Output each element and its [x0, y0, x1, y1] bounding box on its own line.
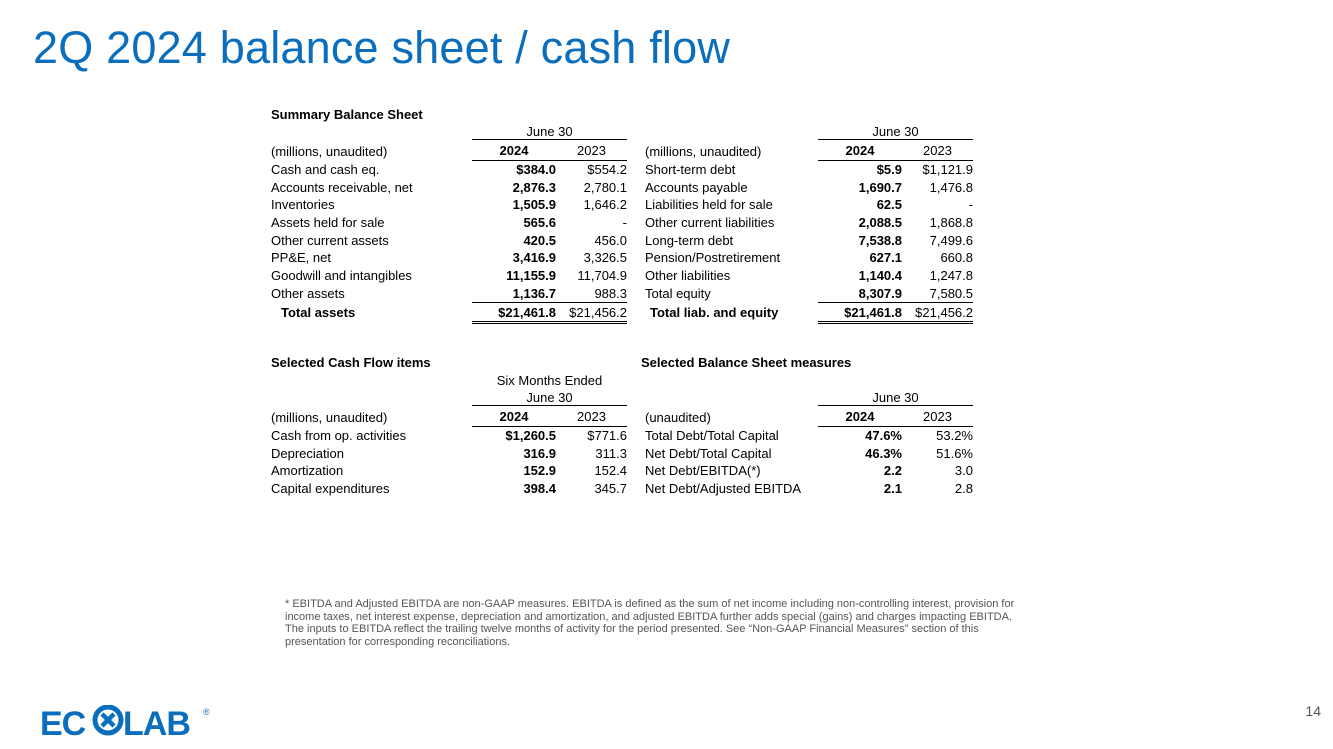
measure-prior: 53.2% — [936, 428, 973, 444]
total-assets-label: Total assets — [281, 305, 356, 321]
measures-title: Selected Balance Sheet measures — [641, 355, 852, 370]
liability-prior: 7,499.6 — [929, 232, 973, 248]
asset-prior: 11,704.9 — [577, 268, 627, 284]
cash-flow-label: Depreciation — [271, 445, 344, 461]
liability-prior: 1,868.8 — [929, 215, 973, 231]
measures-header-label: (unaudited) — [645, 409, 711, 425]
bs-liab-period-header: June 30 — [818, 124, 973, 140]
asset-label: Assets held for sale — [271, 215, 385, 231]
asset-current: 420.5 — [523, 232, 556, 248]
asset-current: 565.6 — [523, 215, 556, 231]
cash-flow-table — [271, 408, 627, 497]
liab-total-row — [645, 303, 973, 323]
measures-table — [645, 408, 973, 497]
asset-label: Other assets — [271, 286, 345, 302]
asset-current: 3,416.9 — [512, 250, 556, 266]
cash-flow-current: 398.4 — [523, 481, 556, 497]
measures-year-prior: 2023 — [902, 408, 973, 426]
asset-row — [271, 249, 627, 267]
bs-assets-period-header: June 30 — [472, 124, 627, 140]
liability-prior: 1,247.8 — [929, 268, 973, 284]
liability-prior: 660.8 — [940, 250, 973, 266]
asset-prior: - — [622, 215, 627, 231]
asset-label: Cash and cash eq. — [271, 161, 380, 177]
ecolab-logo-mark — [40, 705, 215, 739]
asset-label: Other current assets — [271, 232, 389, 248]
cf-period-header-2: June 30 — [472, 390, 627, 406]
measures-header-row — [645, 408, 973, 426]
asset-row — [271, 196, 627, 214]
asset-current: 2,876.3 — [512, 179, 556, 195]
cf-period-header-1: Six Months Ended — [496, 373, 603, 388]
page-number: 14 — [1305, 703, 1321, 719]
asset-row — [271, 267, 627, 285]
liability-row — [645, 231, 973, 249]
cash-flow-prior: 311.3 — [595, 445, 627, 461]
footnote: * EBITDA and Adjusted EBITDA are non-GAAP measures. EBITDA is defined as the sum of net income including non-controlling interest, provision for income taxes, net interest expense, depreciation and amortization, and adjusted EBITDA further adds special (gains) and charges impacting EBITDA. The inputs to EBITDA reflect the trailing twelve months of activity for the period presented. See “Non-GAAP Financial Measures” section of this presentation for corresponding reconciliations. — [285, 598, 1015, 649]
liability-row — [645, 249, 973, 267]
liability-label: Total equity — [645, 286, 711, 302]
liability-label: Pension/Postretirement — [645, 250, 781, 266]
measure-row — [645, 426, 973, 444]
measure-row — [645, 444, 973, 462]
measure-current: 47.6% — [865, 428, 902, 444]
assets-total-row — [271, 303, 627, 323]
asset-row — [271, 160, 627, 178]
asset-current: $384.0 — [516, 162, 556, 178]
measure-current: 2.1 — [883, 481, 902, 497]
liab-year-prior: 2023 — [902, 142, 973, 160]
balance-sheet-title: Summary Balance Sheet — [271, 107, 423, 122]
liability-label: Liabilities held for sale — [645, 197, 773, 213]
cash-flow-row — [271, 462, 627, 480]
cash-flow-current: 152.9 — [523, 463, 556, 479]
asset-current: 1,136.7 — [512, 285, 556, 301]
asset-label: Inventories — [271, 197, 335, 213]
cf-header-label: (millions, unaudited) — [271, 409, 388, 425]
liability-current: 2,088.5 — [858, 215, 902, 231]
total-assets-prior: $21,456.2 — [556, 303, 627, 323]
liability-row — [645, 196, 973, 214]
cash-flow-row — [271, 444, 627, 462]
liability-current: 8,307.9 — [858, 285, 902, 301]
measure-label: Total Debt/Total Capital — [645, 427, 779, 443]
liabilities-table — [645, 142, 973, 324]
page-title: 2Q 2024 balance sheet / cash flow — [33, 22, 731, 73]
cash-flow-current: $1,260.5 — [505, 428, 556, 444]
cash-flow-row — [271, 480, 627, 498]
measure-row — [645, 462, 973, 480]
liability-row — [645, 267, 973, 285]
cash-flow-label: Capital expenditures — [271, 481, 390, 497]
assets-year-prior: 2023 — [556, 142, 627, 160]
measure-prior: 51.6% — [936, 445, 973, 461]
measure-current: 46.3% — [865, 445, 902, 461]
ecolab-logo — [40, 705, 215, 744]
liability-current: 1,690.7 — [858, 179, 902, 195]
asset-label: Goodwill and intangibles — [271, 268, 412, 284]
asset-prior: 1,646.2 — [583, 197, 627, 213]
measure-label: Net Debt/EBITDA(*) — [645, 463, 761, 479]
cash-flow-prior: 345.7 — [594, 481, 627, 497]
measure-row — [645, 480, 973, 498]
cash-flow-label: Amortization — [271, 463, 344, 479]
assets-header-label: (millions, unaudited) — [271, 143, 388, 159]
asset-row — [271, 231, 627, 249]
liability-current: 62.5 — [876, 197, 902, 213]
cash-flow-row — [271, 426, 627, 444]
logo-wordmark: EC — [40, 705, 86, 739]
measure-label: Net Debt/Total Capital — [645, 445, 772, 461]
cash-flow-current: 316.9 — [523, 445, 556, 461]
liability-current: 7,538.8 — [858, 232, 902, 248]
liability-prior: - — [968, 197, 973, 213]
cash-flow-label: Cash from op. activities — [271, 427, 407, 443]
measures-year-current: 2024 — [818, 408, 902, 426]
cf-year-prior: 2023 — [556, 408, 627, 426]
cash-flow-prior: 152.4 — [594, 463, 627, 479]
asset-prior: 988.3 — [594, 285, 627, 301]
asset-current: 11,155.9 — [506, 268, 556, 284]
liability-row — [645, 214, 973, 232]
svg-text:LAB: LAB — [123, 705, 190, 739]
total-liab-current: $21,461.8 — [818, 303, 902, 323]
liability-prior: 1,476.8 — [929, 179, 973, 195]
asset-prior: 456.0 — [594, 232, 627, 248]
asset-prior: 2,780.1 — [583, 179, 627, 195]
cf-year-current: 2024 — [472, 408, 556, 426]
asset-row — [271, 214, 627, 232]
liability-current: 627.1 — [869, 250, 902, 266]
measure-prior: 3.0 — [954, 463, 973, 479]
asset-prior: 3,326.5 — [583, 250, 627, 266]
liability-label: Other current liabilities — [645, 215, 775, 231]
asset-row — [271, 178, 627, 196]
total-liab-prior: $21,456.2 — [902, 303, 973, 323]
liability-current: 1,140.4 — [858, 268, 902, 284]
total-assets-current: $21,461.8 — [472, 303, 556, 323]
asset-row — [271, 285, 627, 303]
cash-flow-prior: $771.6 — [587, 428, 627, 444]
measures-period-header: June 30 — [818, 390, 973, 406]
assets-year-current: 2024 — [472, 142, 556, 160]
liability-row — [645, 160, 973, 178]
asset-current: 1,505.9 — [512, 197, 556, 213]
liability-prior: $1,121.9 — [922, 162, 973, 178]
asset-label: Accounts receivable, net — [271, 179, 413, 195]
asset-label: PP&E, net — [271, 250, 331, 266]
cf-header-row — [271, 408, 627, 426]
liability-row — [645, 285, 973, 303]
liab-header-label: (millions, unaudited) — [645, 143, 762, 159]
measure-label: Net Debt/Adjusted EBITDA — [645, 481, 802, 497]
liability-label: Other liabilities — [645, 268, 731, 284]
liability-label: Short-term debt — [645, 161, 736, 177]
liability-row — [645, 178, 973, 196]
svg-text:®: ® — [203, 707, 210, 717]
liability-label: Long-term debt — [645, 232, 734, 248]
measure-current: 2.2 — [883, 463, 902, 479]
total-liab-label: Total liab. and equity — [650, 305, 779, 321]
liab-year-current: 2024 — [818, 142, 902, 160]
asset-prior: $554.2 — [587, 162, 627, 178]
cash-flow-title: Selected Cash Flow items — [271, 355, 431, 370]
logo-x-circle-icon — [95, 707, 121, 733]
assets-table — [271, 142, 627, 324]
liability-prior: 7,580.5 — [929, 285, 973, 301]
liability-current: $5.9 — [876, 162, 902, 178]
liability-label: Accounts payable — [645, 179, 748, 195]
liab-header-row — [645, 142, 973, 160]
measure-prior: 2.8 — [954, 481, 973, 497]
assets-header-row — [271, 142, 627, 160]
